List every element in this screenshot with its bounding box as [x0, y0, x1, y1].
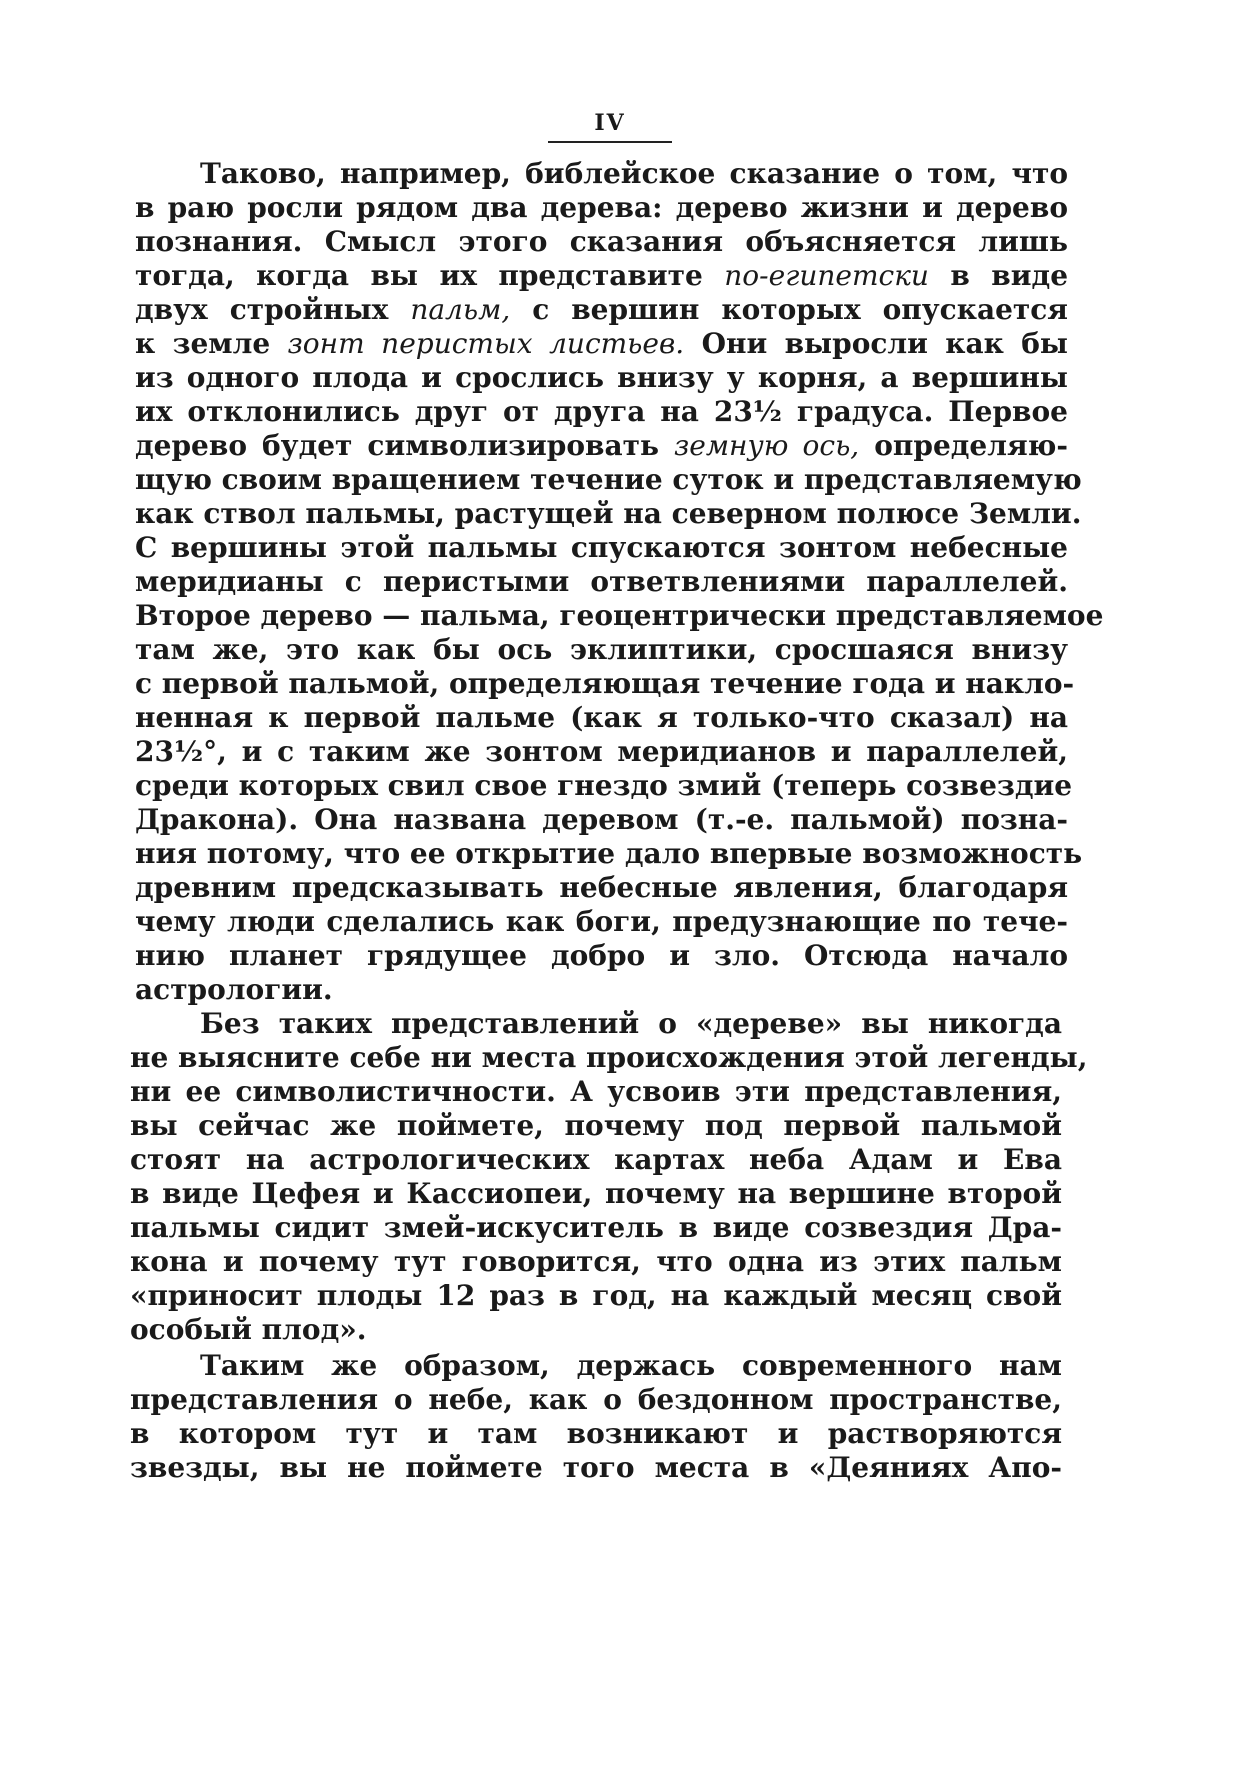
- text-run: ненная к первой пальме (как я только-что сказал) на: [135, 701, 1068, 734]
- italic-phrase: земную ось,: [674, 429, 860, 462]
- text-run: Дракона). Она названа деревом (т.-е. пальмой) позна-: [135, 803, 1068, 836]
- text-run: 23½°, и с таким же зонтом меридианов и параллелей,: [135, 735, 1068, 768]
- text-run: познания. Смысл этого сказания объясняется лишь: [135, 225, 1068, 258]
- text-run: кона и почему тут говорится, что одна из этих пальм: [130, 1245, 1062, 1278]
- text-run: дерево будет символизировать: [135, 429, 674, 462]
- text-run: Без таких представлений о «дереве» вы никогда: [200, 1007, 1062, 1040]
- italic-phrase: пальм,: [410, 293, 511, 326]
- text-run: в виде Цефея и Кассиопеи, почему на вершине второй: [130, 1177, 1062, 1210]
- text-run: астрологии.: [135, 973, 333, 1006]
- text-line: [130, 1448, 1062, 1488]
- text-run: вы сейчас же поймете, почему под первой пальмой: [130, 1109, 1062, 1142]
- text-run: С вершины этой пальмы спускаются зонтом небесные: [135, 531, 1068, 564]
- text-run: щую своим вращением течение суток и представляемую: [135, 463, 1082, 496]
- text-run: двух стройных: [135, 293, 411, 326]
- text-run: в раю росли рядом два дерева: дерево жизни и дерево: [135, 191, 1068, 224]
- text-run: из одного плода и срослись внизу у корня, а вершины: [135, 361, 1068, 394]
- text-run: древним предсказывать небесные явления, благодаря: [135, 871, 1068, 904]
- text-run: с вершин которых опускается: [510, 293, 1068, 326]
- italic-phrase: по-египетски: [724, 259, 929, 292]
- text-run: не выясните себе ни места происхождения этой легенды,: [130, 1041, 1088, 1074]
- text-run: как ствол пальмы, растущей на северном полюсе Земли.: [135, 497, 1082, 530]
- text-run: представления о небе, как о бездонном пространстве,: [130, 1383, 1062, 1416]
- text-line: [130, 1310, 366, 1350]
- header-rule: [548, 141, 672, 143]
- text-run: определяю-: [859, 429, 1068, 462]
- text-run: стоят на астрологических картах неба Адам и Ева: [130, 1143, 1062, 1176]
- text-run: с первой пальмой, определяющая течение года и накло-: [135, 667, 1075, 700]
- text-run: в виде: [928, 259, 1069, 292]
- text-run: меридианы с перистыми ответвлениями параллелей.: [135, 565, 1068, 598]
- text-run: особый плод».: [130, 1313, 367, 1346]
- text-run: Второе дерево — пальма, геоцентрически представляемое: [135, 599, 1104, 632]
- text-run: Таково, например, библейское сказание о том, что: [200, 157, 1068, 190]
- text-run: чему люди сделались как боги, предузнающие по тече-: [135, 905, 1068, 938]
- page-number: IV: [594, 110, 626, 136]
- text-run: в котором тут и там возникают и растворяются: [130, 1417, 1062, 1450]
- text-run: нию планет грядущее добро и зло. Отсюда начало: [135, 939, 1068, 972]
- text-run: там же, это как бы ось эклиптики, сросшаяся внизу: [135, 633, 1068, 666]
- text-run: звезды, вы не поймете того места в «Деяниях Апо-: [130, 1451, 1062, 1484]
- text-run: пальмы сидит змей-искуситель в виде созвездия Дра-: [130, 1211, 1062, 1244]
- italic-phrase: зонт перистых листьев.: [287, 327, 685, 360]
- text-run: ни ее символистичности. А усвоив эти представления,: [130, 1075, 1062, 1108]
- text-run: их отклонились друг от друга на 23½ градуса. Первое: [135, 395, 1068, 428]
- text-run: к земле: [135, 327, 288, 360]
- text-run: Они выросли как бы: [684, 327, 1069, 360]
- text-run: Таким же образом, держась современного нам: [200, 1349, 1062, 1382]
- text-run: «приносит плоды 12 раз в год, на каждый месяц свой: [130, 1279, 1062, 1312]
- text-run: среди которых свил свое гнездо змий (теперь созвездие: [135, 769, 1073, 802]
- text-run: тогда, когда вы их представите: [135, 259, 725, 292]
- text-run: ния потому, что ее открытие дало впервые возможность: [135, 837, 1083, 870]
